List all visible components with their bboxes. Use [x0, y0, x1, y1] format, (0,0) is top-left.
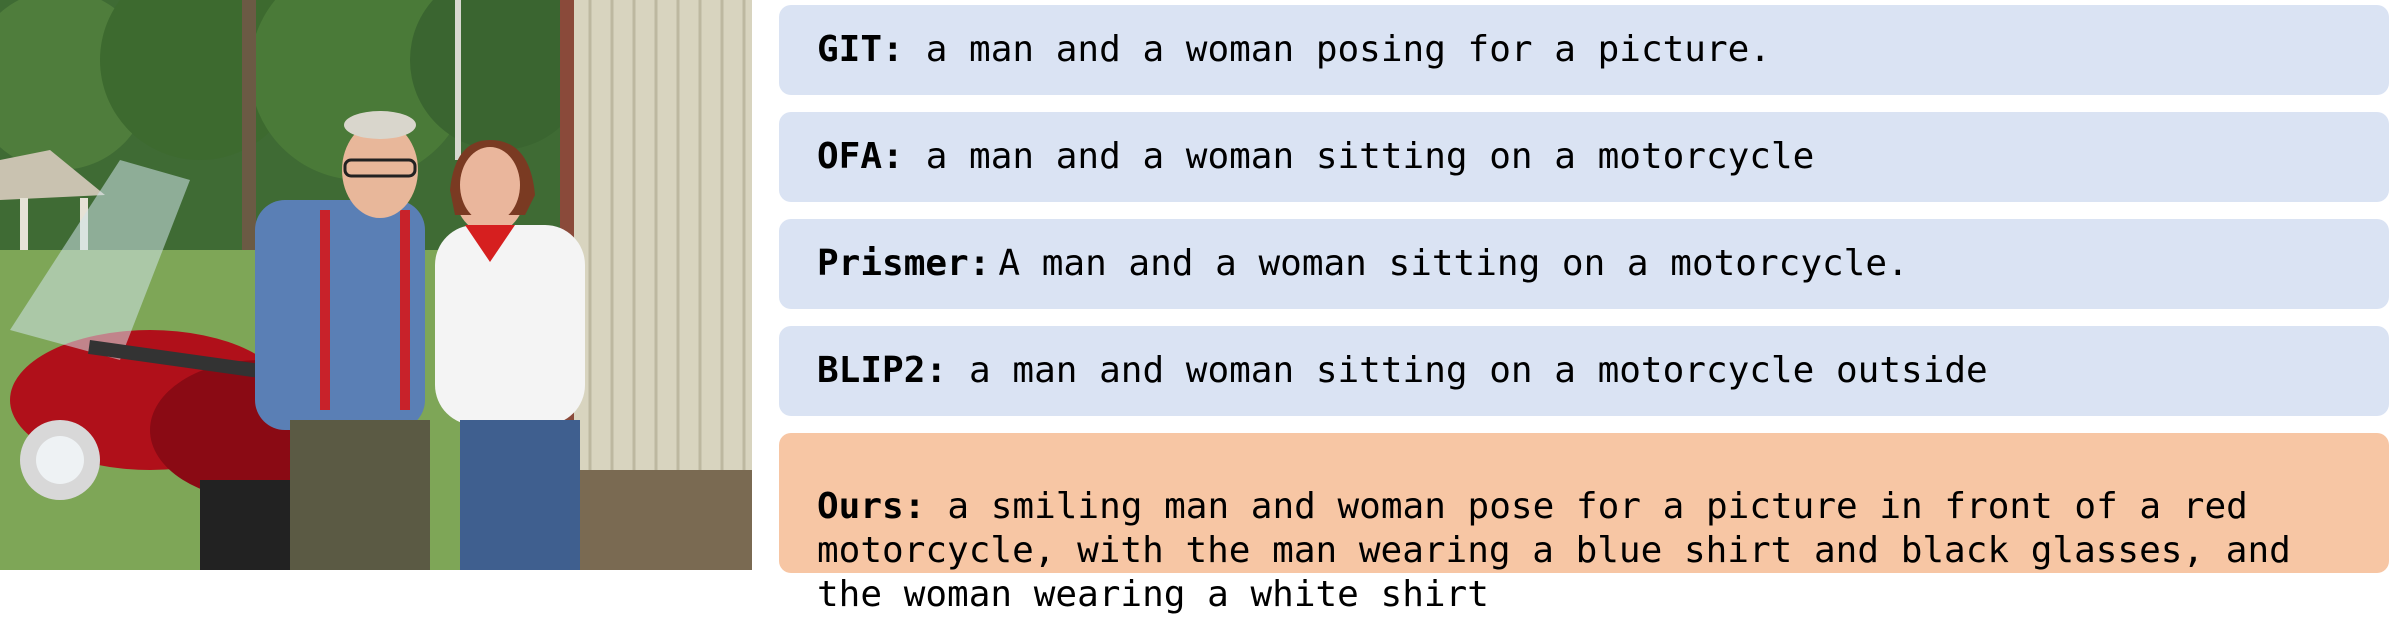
example-photo — [0, 0, 752, 570]
caption-box-prismer — [779, 219, 2389, 309]
caption-text: a man and a woman posing for a picture. — [925, 29, 1771, 70]
caption-box-ours — [779, 433, 2389, 615]
model-name: Ours: — [817, 486, 926, 527]
caption-comparison — [779, 5, 2389, 615]
model-name: OFA: — [817, 136, 904, 177]
caption-box-blip2 — [779, 326, 2389, 416]
model-name: BLIP2: — [817, 350, 948, 391]
model-name: GIT: — [817, 29, 904, 70]
caption-text: a man and woman sitting on a motorcycle outside — [969, 350, 1988, 391]
caption-box-git — [779, 5, 2389, 95]
model-name: Prismer: — [817, 243, 991, 284]
caption-text: a smiling man and woman pose for a picture in front of a red motorcycle, with the man wearing a blue shirt and black glasses, and the woman wearing a white shirt — [817, 486, 2291, 615]
caption-box-ofa — [779, 112, 2389, 202]
caption-text: A man and a woman sitting on a motorcycle. — [998, 243, 1909, 284]
caption-text: a man and a woman sitting on a motorcycle — [925, 136, 1815, 177]
